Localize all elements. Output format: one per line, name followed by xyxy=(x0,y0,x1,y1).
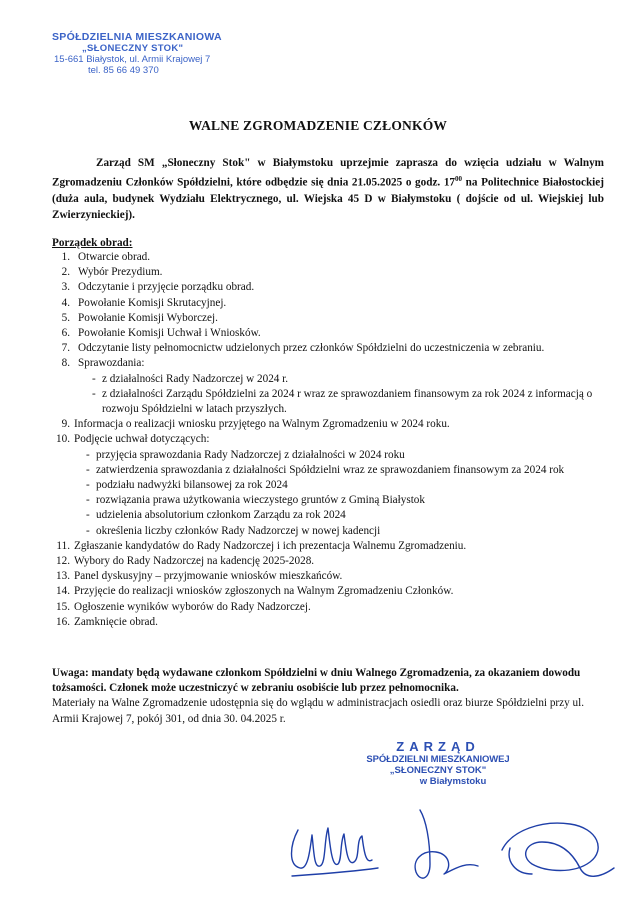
agenda-item-text: Odczytanie i przyjęcie porządku obrad. xyxy=(78,281,255,294)
agenda-item-text: Podjęcie uchwał dotyczących: xyxy=(74,433,210,446)
agenda-item-text: Powołanie Komisji Skrutacyjnej. xyxy=(78,296,227,309)
sublist-item: - rozwiązania prawa użytkowania wieczystego gruntów z Gminą Białystok xyxy=(86,493,604,508)
board-stamp-title: ZARZĄD xyxy=(396,739,480,754)
agenda-item-number: 6. xyxy=(61,327,70,340)
agenda-item xyxy=(52,296,604,311)
agenda-item xyxy=(52,265,604,280)
reports-sublist xyxy=(52,372,604,418)
sublist-item: - z działalności Zarządu Spółdzielni za 2024 r wraz ze sprawozdaniem finansowym za rok 2024 z informacją o rozwoju Spółdzielni w latach przyszłych. xyxy=(92,387,604,417)
agenda-item-number: 14. xyxy=(56,585,70,598)
signature-3 xyxy=(502,823,614,876)
agenda-heading: Porządek obrad: xyxy=(52,237,133,249)
agenda-item xyxy=(52,417,604,432)
agenda-item xyxy=(52,250,604,265)
intro-time-minutes: 00 xyxy=(455,175,463,183)
agenda-item-text: Zamknięcie obrad. xyxy=(74,615,158,628)
signatures xyxy=(280,790,620,890)
agenda-item-number: 2. xyxy=(61,266,70,279)
board-stamp-city: w Białymstoku xyxy=(419,776,487,787)
agenda-item-number: 15. xyxy=(56,600,70,613)
resolution-item-text: zatwierdzenia sprawozdania z działalności Spółdzielni wraz ze sprawozdaniem finansowym za 2024 rok xyxy=(96,463,565,476)
stamp-cooperative-name: SPÓŁDZIELNIA MIESZKANIOWA xyxy=(52,31,222,43)
agenda-item xyxy=(52,326,604,341)
sublist-item: - udzielenia absolutorium członkom Zarządu za rok 2024 xyxy=(86,508,604,523)
header-stamp xyxy=(52,32,242,76)
resolution-item-text: przyjęcia sprawozdania Rady Nadzorczej z działalności w 2024 roku xyxy=(96,448,405,461)
agenda-item xyxy=(52,356,604,371)
board-stamp-cooperative: SPÓŁDZIELNI MIESZKANIOWEJ xyxy=(366,754,510,765)
agenda-item-text: Odczytanie listy pełnomocnictw udzielonych przez członków Spółdzielni do uczestniczenia w zebraniu. xyxy=(78,342,545,355)
intro-text-b: na Politechnice Białostockiej (duża aula, budynek Wydziału Elektrycznego, ul. Wiejska 45 D w Białymstoku ( dojście od ul. Wiejskiej lub Zwierzynieckiej). xyxy=(52,176,604,221)
agenda-item-number: 1. xyxy=(61,251,70,263)
agenda-item-number: 4. xyxy=(61,296,70,309)
sublist-item: - z działalności Rady Nadzorczej w 2024 r. xyxy=(92,372,604,387)
notice-paragraph xyxy=(52,666,612,727)
agenda-item-number: 16. xyxy=(56,615,70,628)
agenda-item-text: Panel dyskusyjny – przyjmowanie wniosków mieszkańców. xyxy=(74,570,343,583)
agenda-item-number: 5. xyxy=(61,311,70,324)
agenda-item-number: 10. xyxy=(56,433,70,446)
resolutions-sublist xyxy=(52,448,604,539)
agenda-item-text: Sprawozdania: xyxy=(78,357,145,370)
board-stamp xyxy=(338,740,538,787)
resolution-item-text: udzielenia absolutorium członkom Zarządu za rok 2024 xyxy=(96,509,346,522)
agenda-item xyxy=(52,584,604,599)
stamp-address: 15-661 Białystok, ul. Armii Krajowej 7 xyxy=(54,54,211,65)
agenda-item xyxy=(52,539,604,554)
agenda-item xyxy=(52,341,604,356)
document-title: WALNE ZGROMADZENIE CZŁONKÓW xyxy=(188,118,448,133)
sublist-item: - zatwierdzenia sprawozdania z działalności Spółdzielni wraz ze sprawozdaniem finansowym za 2024 rok xyxy=(86,463,604,478)
agenda-item xyxy=(52,280,604,295)
resolution-item-text: określenia liczby członków Rady Nadzorczej w nowej kadencji xyxy=(96,524,381,537)
notice-warning: Uwaga: mandaty będą wydawane członkom Spółdzielni w dniu Walnego Zgromadzenia, za okazaniem dowodu tożsamości. Członek może uczestniczyć w zebraniu osobiście lub przez pełnomocnika. xyxy=(52,667,581,695)
signature-1-underline xyxy=(292,868,378,876)
agenda-item xyxy=(52,569,604,584)
invitation-paragraph xyxy=(52,155,604,223)
agenda-item-text: Wybory do Rady Nadzorczej na kadencję 2025-2028. xyxy=(74,555,315,568)
agenda-item-text: Powołanie Komisji Wyborczej. xyxy=(78,311,218,324)
stamp-cooperative-brand: „SŁONECZNY STOK" xyxy=(82,43,184,54)
agenda-item-number: 9. xyxy=(61,418,70,431)
agenda-item-text: Otwarcie obrad. xyxy=(78,251,151,263)
intro-text-a: Zarząd SM „Słoneczny Stok" w Białymstoku uprzejmie zaprasza do wzięcia udziału w Walnym Zgromadzeniu Członków Spółdzielni, które odbędzie się dnia 21.05.2025 o godz. 17 xyxy=(52,157,604,189)
agenda-item xyxy=(52,615,604,630)
sublist-item: - określenia liczby członków Rady Nadzorczej w nowej kadencji xyxy=(86,524,604,539)
resolution-item-text: rozwiązania prawa użytkowania wieczystego gruntów z Gminą Białystok xyxy=(96,494,425,507)
agenda-list xyxy=(52,250,604,630)
agenda-item-text: Ogłoszenie wyników wyborów do Rady Nadzorczej. xyxy=(74,600,311,613)
resolution-item-text: podziału nadwyżki bilansowej za rok 2024 xyxy=(96,479,288,492)
agenda-item xyxy=(52,554,604,569)
agenda-item-text: Informacja o realizacji wniosku przyjętego na Walnym Zgromadzeniu w 2024 roku. xyxy=(74,418,450,431)
agenda-item-number: 12. xyxy=(56,555,70,568)
agenda-item xyxy=(52,311,604,326)
agenda-item-number: 11. xyxy=(56,539,70,552)
agenda-item-number: 8. xyxy=(61,357,70,370)
agenda-item xyxy=(52,600,604,615)
agenda-item-text: Wybór Prezydium. xyxy=(78,266,163,279)
agenda-item-number: 13. xyxy=(56,570,70,583)
report-item-text: z działalności Zarządu Spółdzielni za 2024 r wraz ze sprawozdaniem finansowym za rok 2024 z informacją o rozwoju Spółdzielni w latach przyszłych. xyxy=(102,387,593,416)
agenda-item-number: 3. xyxy=(61,281,70,294)
notice-materials: Materiały na Walne Zgromadzenie udostępnia się do wglądu w administracjach osiedli oraz biurze Spółdzielni przy ul. Armii Krajowej 7, pokój 301, od dnia 30. 04.2025 r. xyxy=(52,697,584,725)
agenda-item-text: Powołanie Komisji Uchwał i Wniosków. xyxy=(78,327,261,340)
agenda-item-number: 7. xyxy=(61,342,70,355)
sublist-item: - przyjęcia sprawozdania Rady Nadzorczej z działalności w 2024 roku xyxy=(86,448,604,463)
agenda-item xyxy=(52,432,604,447)
sublist-item: - podziału nadwyżki bilansowej za rok 2024 xyxy=(86,478,604,493)
board-stamp-brand: „SŁONECZNY STOK" xyxy=(389,765,487,776)
stamp-phone: tel. 85 66 49 370 xyxy=(88,65,159,76)
signature-1 xyxy=(292,828,373,868)
agenda-item-text: Zgłaszanie kandydatów do Rady Nadzorczej i ich prezentacja Walnemu Zgromadzeniu. xyxy=(74,539,467,552)
agenda-item-text: Przyjęcie do realizacji wniosków zgłoszonych na Walnym Zgromadzeniu Członków. xyxy=(74,585,454,598)
signature-2 xyxy=(415,810,478,878)
report-item-text: z działalności Rady Nadzorczej w 2024 r. xyxy=(102,372,289,385)
